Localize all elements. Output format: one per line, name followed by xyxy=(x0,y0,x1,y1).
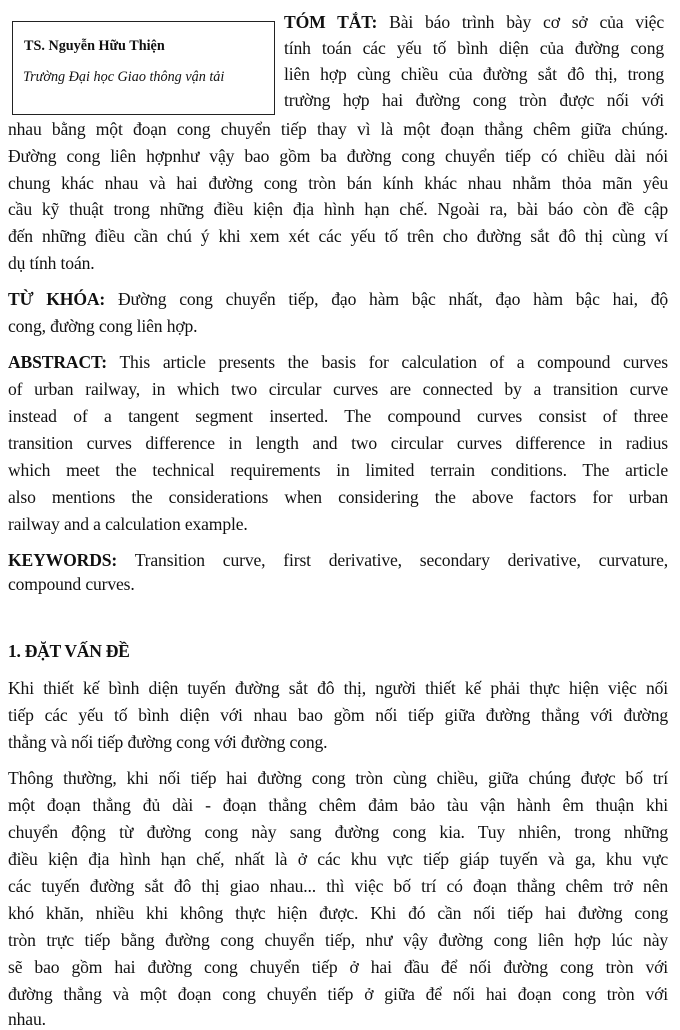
body-line: chuyển động từ đường cong này sang đường cong kia. Tuy nhiên, trong những xyxy=(8,822,668,842)
keywords-vi-line: TỪ KHÓA: Đường cong chuyển tiếp, đạo hàm bậc nhất, đạo hàm bậc hai, độ xyxy=(8,289,669,309)
keywords-en-line: compound curves. xyxy=(8,574,135,594)
body-line: điều kiện địa hình hạn chế, nhất là ở các khu vực tiếp giáp tuyến và ga, khu vực xyxy=(8,849,668,869)
abstract-vi-line: liên hợp cùng chiều của đường sắt đô thị, trong xyxy=(284,64,664,84)
abstract-vi-line: nhau bằng một đoạn cong chuyển tiếp thay vì là một đoạn thẳng chêm giữa chúng. xyxy=(8,119,668,139)
keywords-en-label: KEYWORDS: xyxy=(8,550,118,570)
author-name: TS. Nguyễn Hữu Thiện xyxy=(24,38,165,54)
body-line: đường thẳng và một đoạn cong chuyển tiếp ở giữa để nối hai đoạn cong tròn với xyxy=(8,984,668,1004)
abstract-vi-line: TÓM TẮT: Bài báo trình bày cơ sở của việc xyxy=(284,12,665,32)
abstract-en-line: also mentions the considerations when considering the above factors for urban xyxy=(8,487,668,507)
keywords-en-line: KEYWORDS: Transition curve, first derivative, secondary derivative, curvature, xyxy=(8,550,668,570)
abstract-en-line: of urban railway, in which two circular curves are connected by a transition curve xyxy=(8,379,668,399)
abstract-vi-line: Đường cong liên hợpnhư vậy bao gồm ba đường cong chuyển tiếp có chiều dài nói xyxy=(8,146,668,166)
keywords-vi-line: cong, đường cong liên hợp. xyxy=(8,316,198,336)
abstract-vi-line: đến những điều cần chú ý khi xem xét các yếu tố trên cho đường sắt đô thị cùng ví xyxy=(8,226,668,246)
abstract-en-line: railway and a calculation example. xyxy=(8,514,248,534)
body-line: sẽ bao gồm hai đường cong chuyển tiếp ở hai đầu để nối đường cong tròn với xyxy=(8,957,668,977)
body-line: các tuyến đường sắt đô thị giao nhau... thì việc bố trí có đoạn thẳng chêm trở nên xyxy=(8,876,668,896)
abstract-vi-line: trường hợp hai đường cong tròn được nối với xyxy=(284,90,664,110)
abstract-vi-line: cầu kỹ thuật trong những điều kiện địa hình hạn chế. Ngoài ra, bài báo còn đề cập xyxy=(8,199,668,219)
author-affiliation: Trường Đại học Giao thông vận tải xyxy=(23,69,225,85)
body-line: một đoạn thẳng đủ dài - đoạn thẳng chêm đảm bảo tàu vận hành êm thuận khi xyxy=(8,795,668,815)
abstract-en-label: ABSTRACT: xyxy=(8,352,108,372)
abstract-en-line: which meet the technical requirements in limited terrain conditions. The article xyxy=(8,460,668,480)
body-line: Thông thường, khi nối tiếp hai đường cong tròn cùng chiều, giữa chúng được bố trí xyxy=(8,768,668,788)
section-heading: 1. ĐẶT VẤN ĐỀ xyxy=(8,641,130,661)
abstract-vi-line: tính toán các yếu tố bình diện của đường cong xyxy=(284,38,664,58)
body-line: tròn trực tiếp bằng đường cong chuyển tiếp, như vậy đường cong liên hợp lúc này xyxy=(8,930,668,950)
author-box xyxy=(12,21,275,115)
abstract-vi-line: chung khác nhau và hai đường cong tròn bán kính khác nhau nhằm thỏa mãn yêu xyxy=(8,173,668,193)
body-line: thẳng và nối tiếp đường cong với đường cong. xyxy=(8,732,328,752)
abstract-en-line: instead of a tangent segment inserted. The compound curves consist of three xyxy=(8,406,668,426)
abstract-vi-label: TÓM TẮT: xyxy=(284,12,378,32)
abstract-en-line: transition curves difference in length and two circular curves difference in radius xyxy=(8,433,668,453)
abstract-vi-line: dụ tính toán. xyxy=(8,253,95,273)
body-line: khó khăn, nhiều khi không thực hiện được. Khi đó cần nối tiếp hai đường cong xyxy=(8,903,668,923)
body-line: tiếp các yếu tố bình diện với nhau bao gồm nối tiếp giữa đường thẳng với đường xyxy=(8,705,668,725)
keywords-vi-label: TỪ KHÓA: xyxy=(8,289,106,309)
abstract-en-line: ABSTRACT: This article presents the basis for calculation of a compound curves xyxy=(8,352,668,372)
body-line: Khi thiết kế bình diện tuyến đường sắt đô thị, người thiết kế phải thực hiện việc nối xyxy=(8,678,668,698)
body-line: nhau. xyxy=(8,1009,46,1029)
